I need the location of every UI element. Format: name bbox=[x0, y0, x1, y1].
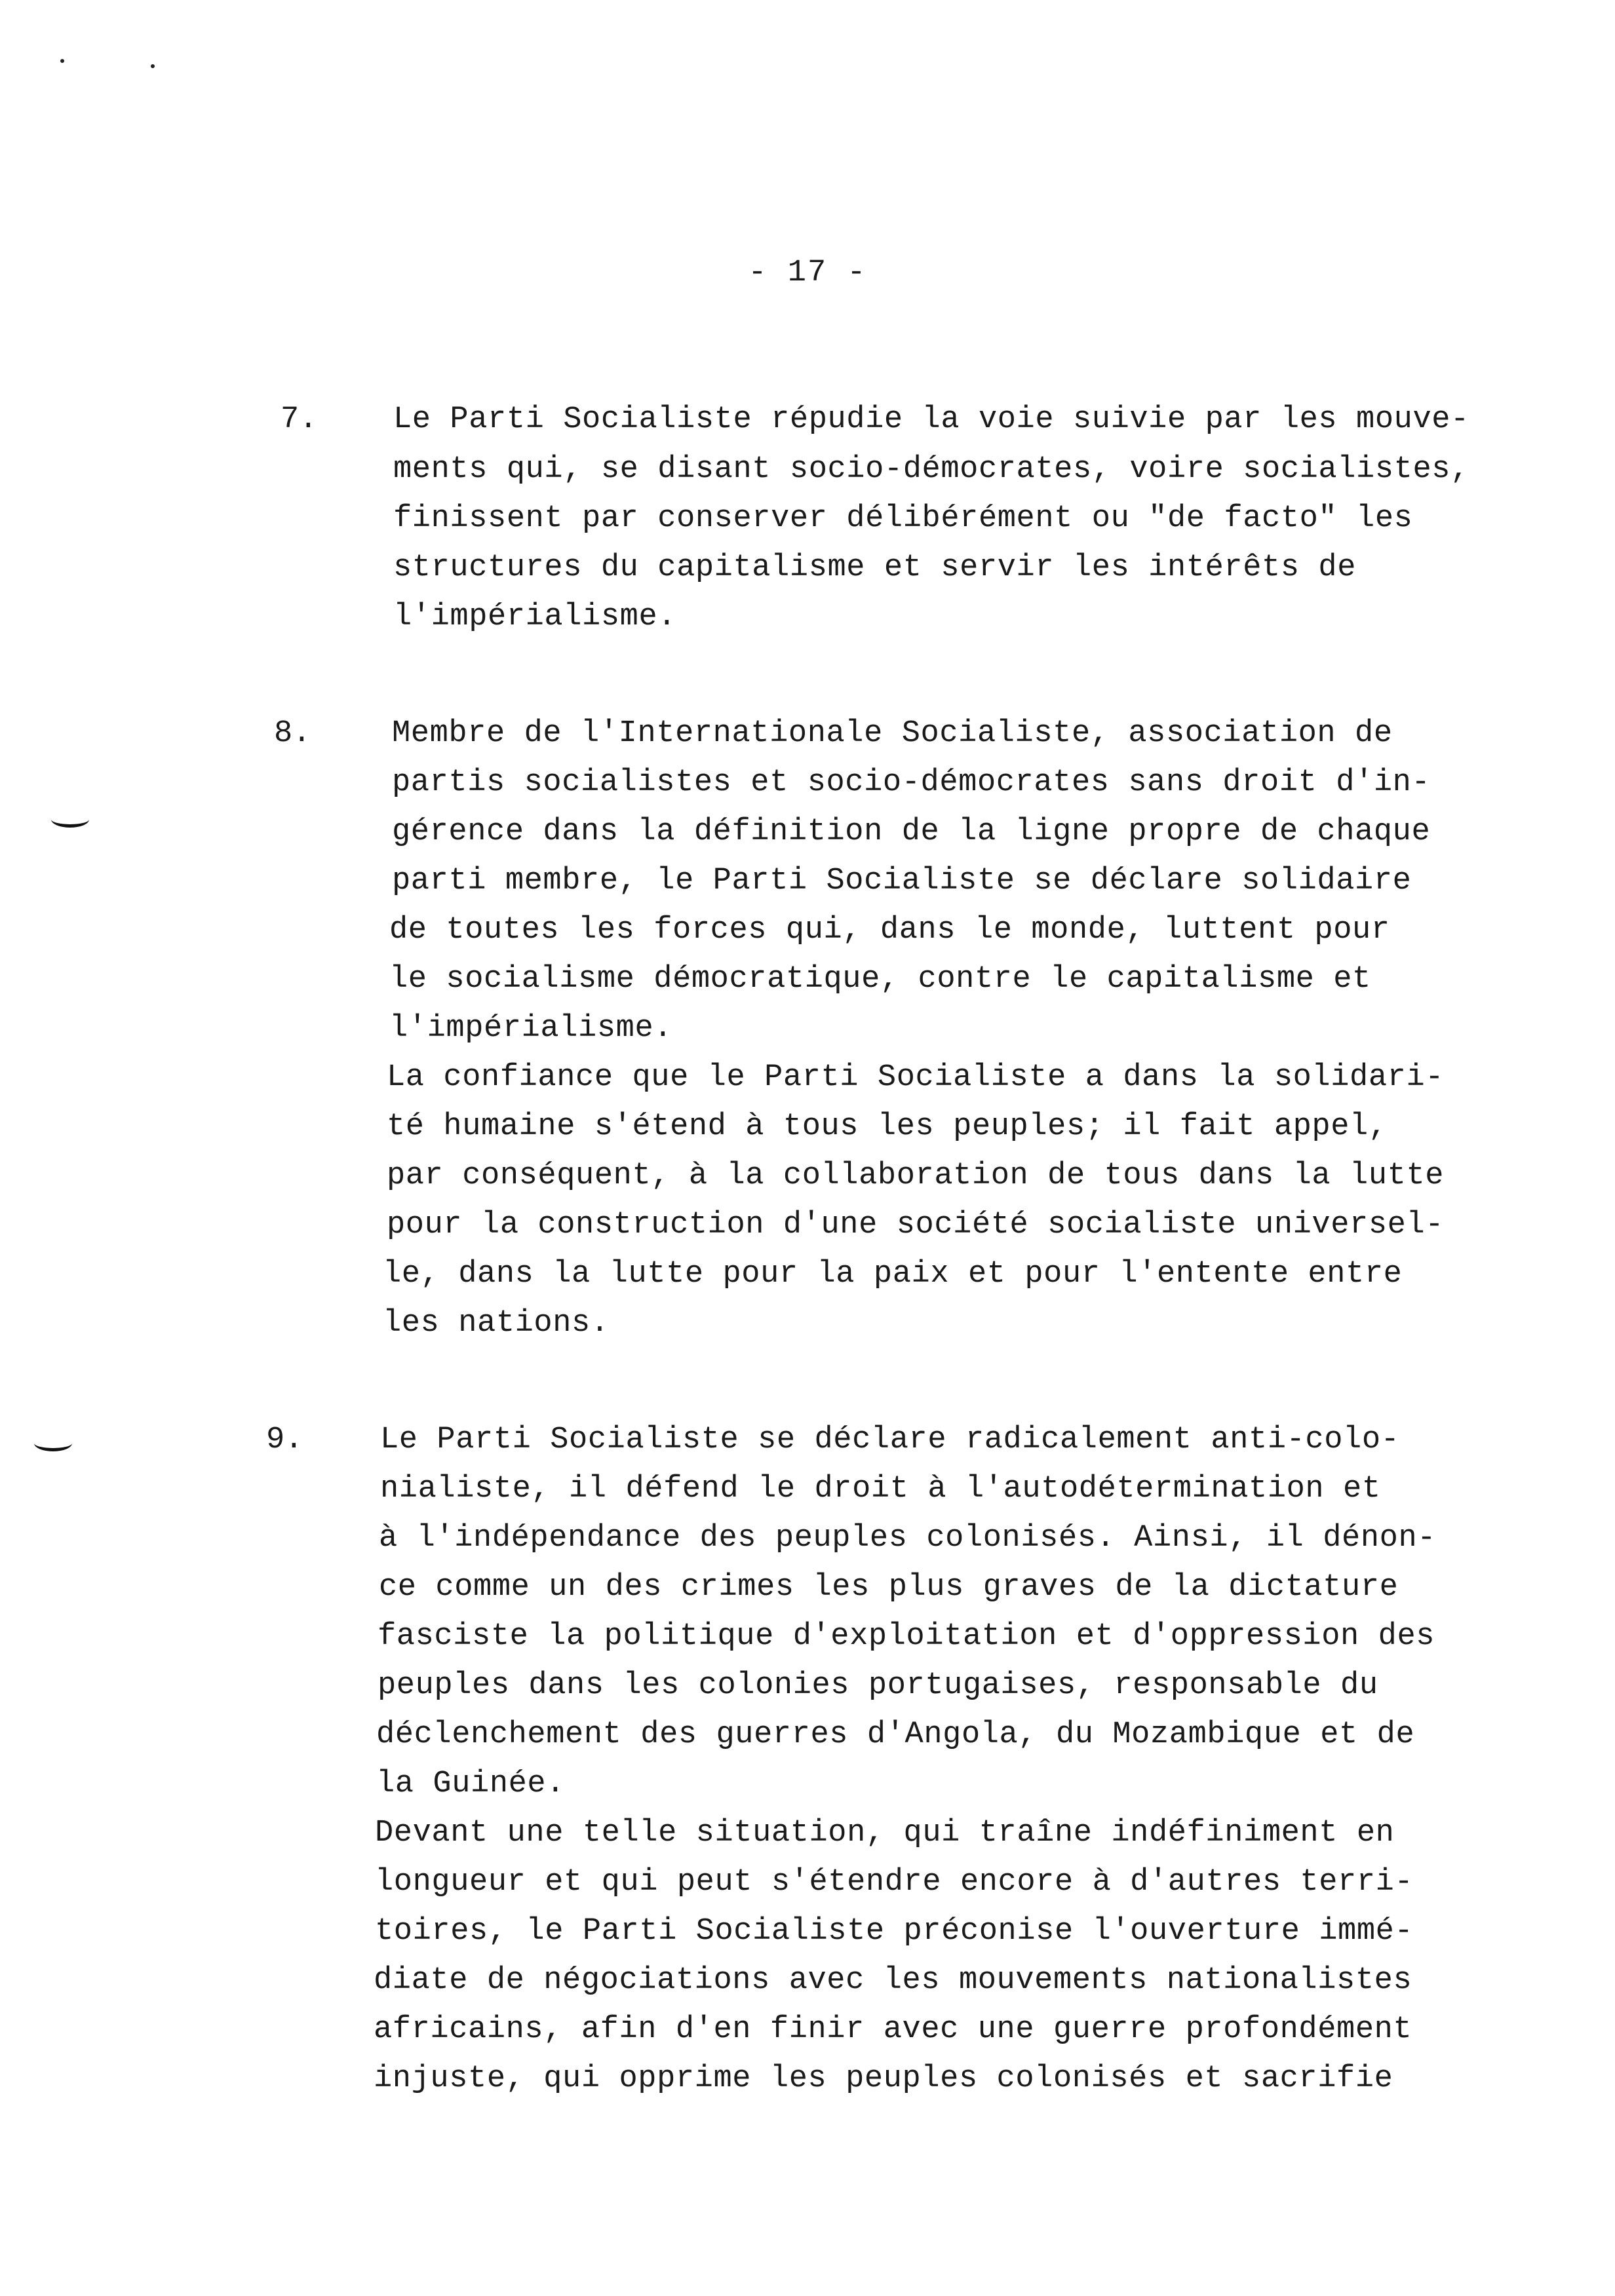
paragraph-line: Le Parti Socialiste se déclare radicalement anti-colo- bbox=[380, 1423, 1400, 1457]
paragraph-line: gérence dans la définition de la ligne propre de chaque bbox=[392, 814, 1431, 849]
scan-speck bbox=[60, 59, 64, 63]
paragraph-line: longueur et qui peut s'étendre encore à d'autres terri- bbox=[375, 1865, 1414, 1900]
paragraph-line: structures du capitalisme et servir les intérêts de bbox=[393, 550, 1357, 585]
punch-mark bbox=[51, 811, 89, 828]
item-number: 8. bbox=[274, 716, 311, 751]
paragraph-line: par conséquent, à la collaboration de tous dans la lutte bbox=[387, 1158, 1445, 1193]
paragraph-line: l'impérialisme. bbox=[393, 600, 677, 634]
page-number: - 17 - bbox=[748, 256, 867, 290]
paragraph-line: La confiance que le Parti Socialiste a dans la solidari- bbox=[387, 1060, 1445, 1095]
paragraph-line: toires, le Parti Socialiste préconise l'ouverture immé- bbox=[375, 1914, 1414, 1949]
paragraph-line: le, dans la lutte pour la paix et pour l'entente entre bbox=[383, 1257, 1403, 1292]
paragraph-line: diate de négociations avec les mouvements nationalistes bbox=[374, 1963, 1412, 1998]
paragraph-line: Devant une telle situation, qui traîne indéfiniment en bbox=[375, 1816, 1395, 1850]
paragraph-line: pour la construction d'une société socialiste universel- bbox=[387, 1208, 1445, 1242]
item-number: 7. bbox=[281, 402, 318, 437]
paragraph-line: l'impérialisme. bbox=[389, 1011, 673, 1046]
paragraph-line: Le Parti Socialiste répudie la voie suivie par les mouve- bbox=[393, 402, 1469, 437]
punch-mark bbox=[34, 1435, 72, 1451]
paragraph-line: les nations. bbox=[383, 1306, 610, 1341]
paragraph-line: partis socialistes et socio-démocrates sans droit d'in- bbox=[392, 765, 1431, 800]
scan-speck bbox=[151, 64, 155, 68]
paragraph-line: africains, afin d'en finir avec une guerre profondément bbox=[374, 2012, 1412, 2047]
item-number: 9. bbox=[266, 1423, 303, 1457]
paragraph-line: nialiste, il défend le droit à l'autodétermination et bbox=[380, 1472, 1381, 1506]
paragraph-line: injuste, qui opprime les peuples colonisés et sacrifie bbox=[374, 2061, 1393, 2096]
paragraph-line: à l'indépendance des peuples colonisés. Ainsi, il dénon- bbox=[379, 1521, 1437, 1556]
paragraph-line: té humaine s'étend à tous les peuples; il fait appel, bbox=[387, 1109, 1388, 1144]
paragraph-line: ce comme un des crimes les plus graves de la dictature bbox=[379, 1570, 1399, 1605]
paragraph-line: peuples dans les colonies portugaises, responsable du bbox=[378, 1668, 1378, 1703]
paragraph-line: finissent par conserver délibérément ou "de facto" les bbox=[393, 501, 1413, 536]
paragraph-line: ments qui, se disant socio-démocrates, voire socialistes, bbox=[393, 452, 1469, 487]
paragraph-line: déclenchement des guerres d'Angola, du Mozambique et de bbox=[376, 1717, 1415, 1752]
paragraph-line: fasciste la politique d'exploitation et d'oppression des bbox=[378, 1619, 1435, 1654]
paragraph-line: la Guinée. bbox=[376, 1767, 566, 1801]
paragraph-line: le socialisme démocratique, contre le capitalisme et bbox=[389, 962, 1371, 997]
paragraph-line: Membre de l'Internationale Socialiste, association de bbox=[392, 716, 1393, 751]
paragraph-line: de toutes les forces qui, dans le monde, luttent pour bbox=[389, 913, 1390, 947]
paragraph-line: parti membre, le Parti Socialiste se déclare solidaire bbox=[392, 864, 1412, 898]
